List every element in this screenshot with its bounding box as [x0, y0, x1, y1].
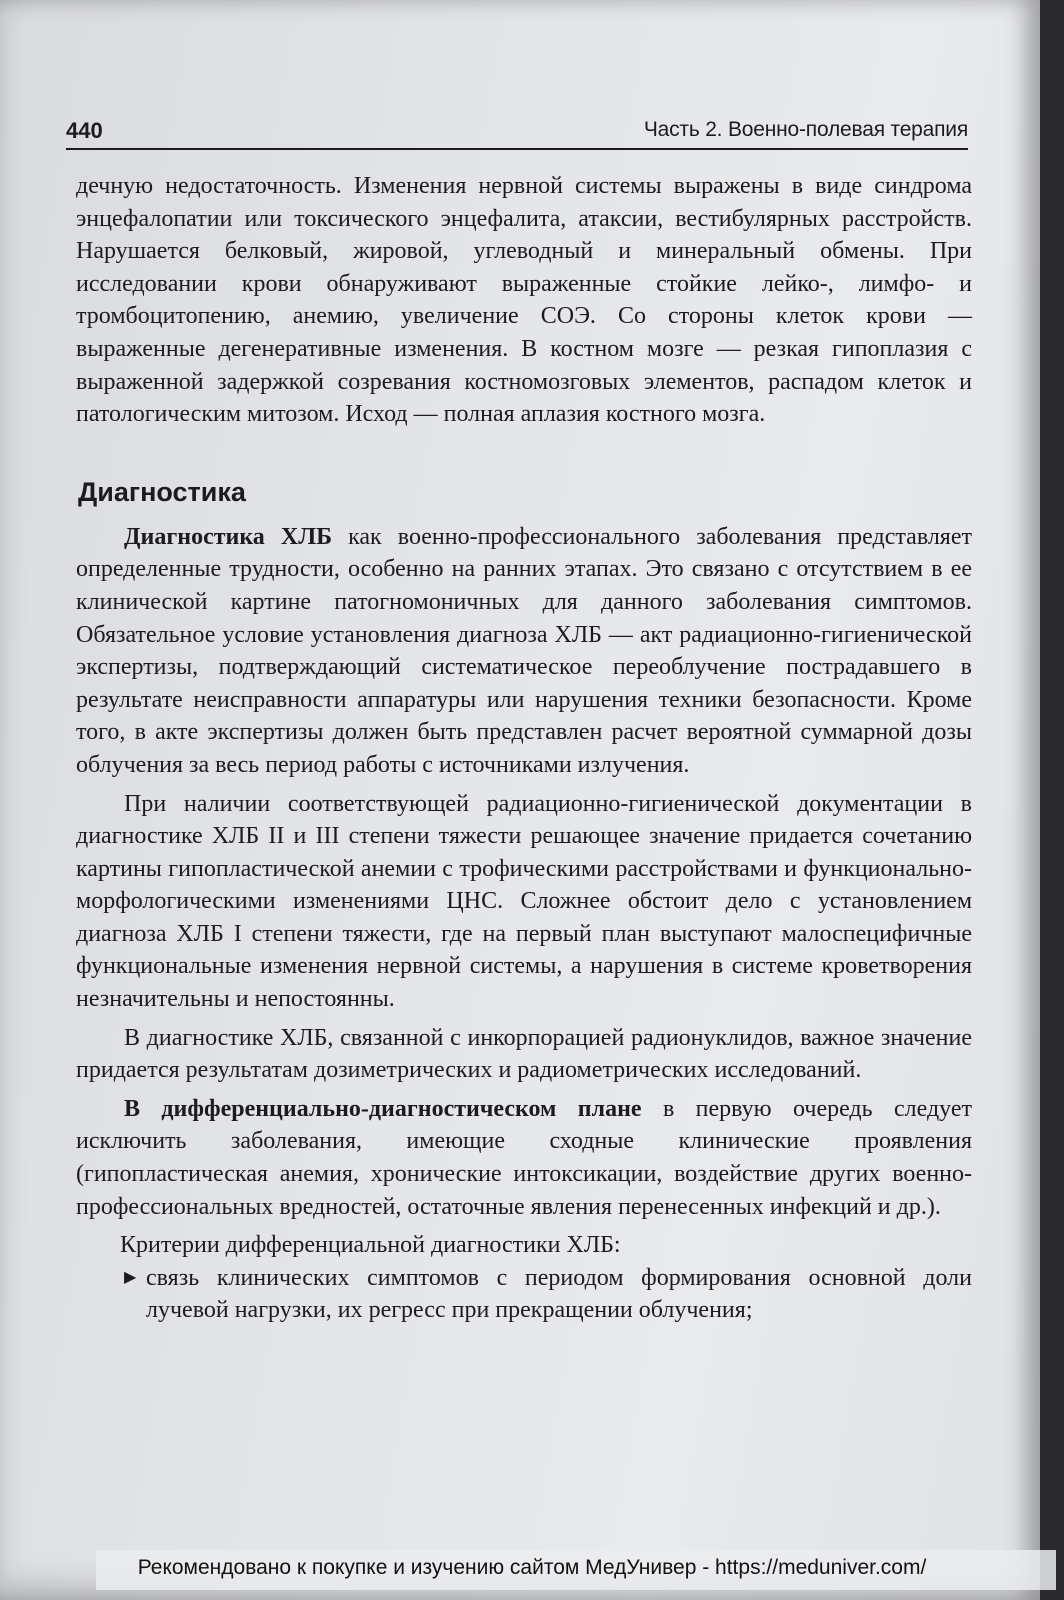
criteria-intro: Критерии дифференциальной диагностики ХЛБ: [120, 1232, 621, 1259]
criteria-list [76, 1262, 972, 1327]
section-heading: Диагностика [78, 476, 246, 507]
list-item [124, 1262, 972, 1327]
page-header [66, 108, 968, 150]
watermark-text: Рекомендовано к покупке и изучению сайтом МедУнивер - https://meduniver.com/ [137, 1556, 927, 1579]
paragraph-text: как военно-профессионального заболевания представляет определенные трудности, особенно на ранних этапах. Это связано с отсутствием в ее клинической картине патогномоничных для данного заболевания симптомов. Обязательное условие установления диагноза ХЛБ — акт радиационно-гигиенической экспертизы, подтверждающий систематическое переоблучение пострадавшего в результате неисправности аппаратуры или нарушения техники безопасности. Кроме того, в акте экспертизы должен быть представлен расчет вероятной суммарной дозы облучения за весь период работы с источниками излучения. [76, 523, 972, 778]
page-body [76, 170, 972, 1327]
intro-paragraph: дечную недостаточность. Изменения нервной системы выражены в виде синдрома энцефалопатии или токсического энцефалита, атаксии, вестибулярных расстройств. Нарушается белковый, жировой, углеводный и минеральный обмены. При исследовании крови обнаруживают выраженные стойкие лейко-, лимфо- и тромбоцитопению, анемию, увеличение СОЭ. Со стороны клеток крови — выраженные дегенеративные изменения. В костном мозге — резкая гипоплазия с выраженной задержкой созревания костномозговых элементов, распадом клеток и патологическим митозом. Исход — полная аплазия костного мозга. [76, 173, 972, 428]
paragraph-text: в первую очередь следует исключить заболевания, имеющие сходные клинические проявления (гипопластическая анемия, хронические интоксикации, воздействие других военно-профессиональных вредностей, остаточные явления перенесенных инфекций и др.). [76, 1095, 972, 1220]
running-title: Часть 2. Военно-полевая терапия [643, 118, 968, 141]
paragraph-documentation: При наличии соответствующей радиационно-гигиенической документации в диагностике ХЛБ II и III степени тяжести решающее значение придается сочетанию картины гипопластической анемии с трофическими расстройствами и функционально-морфологическими изменениями ЦНС. Сложнее обстоит дело с установлением диагноза ХЛБ I степени тяжести, где на первый план выступают малоспецифичные функциональные изменения нервной системы, а нарушения в системе кроветворения незначительны и непостоянны. [76, 790, 972, 1013]
paragraph-lead: В дифференциально-диагностическом плане [124, 1095, 642, 1122]
paragraph-diagnostics [76, 521, 972, 782]
paragraph-differential [76, 1093, 972, 1223]
list-item-text: связь клинических симптомов с периодом формирования основной доли лучевой нагрузки, их регресс при прекращении облучения; [146, 1264, 972, 1324]
triangle-bullet-icon: ▶ [124, 1268, 137, 1286]
page-number: 440 [66, 118, 103, 143]
paragraph-lead: Диагностика ХЛБ [124, 523, 332, 550]
paragraph-radionuclides: В диагностике ХЛБ, связанной с инкорпорацией радионуклидов, важное значение придается результатам дозиметрических и радиометрических исследований. [76, 1024, 972, 1084]
